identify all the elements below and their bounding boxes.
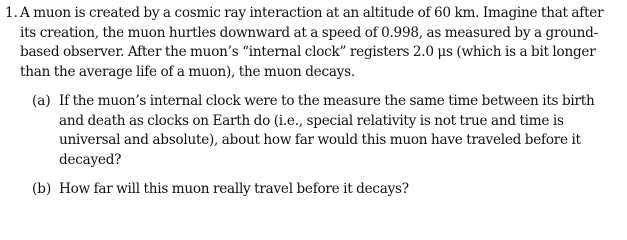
part-b <box>32 180 619 200</box>
part-a <box>32 92 619 170</box>
part-b-label: (b) <box>32 181 52 197</box>
problem-number: 1. <box>5 5 18 21</box>
part-b-question: How far will this muon really travel before it decays? <box>59 181 409 197</box>
problem-1 <box>5 4 619 210</box>
problem-statement: A muon is created by a cosmic ray interaction at an altitude of 60 km. Imagine that after its creation, the muon hurtles downward at a speed of 0.998, as measured by a ground-based observer. After the muon’s “internal clock” registers 2.0 μs (which is a bit longer than the average life of a muon), the muon decays. <box>20 5 604 80</box>
part-a-question: If the muon’s internal clock were to the measure the same time between its birth and death as clocks on Earth do (i.e., special relativity is not true and time is universal and absolute), about how far would this muon have traveled before it decayed? <box>59 93 595 168</box>
problem-parts <box>32 92 619 200</box>
part-a-label: (a) <box>32 93 51 109</box>
problem-stem-row <box>5 4 619 82</box>
